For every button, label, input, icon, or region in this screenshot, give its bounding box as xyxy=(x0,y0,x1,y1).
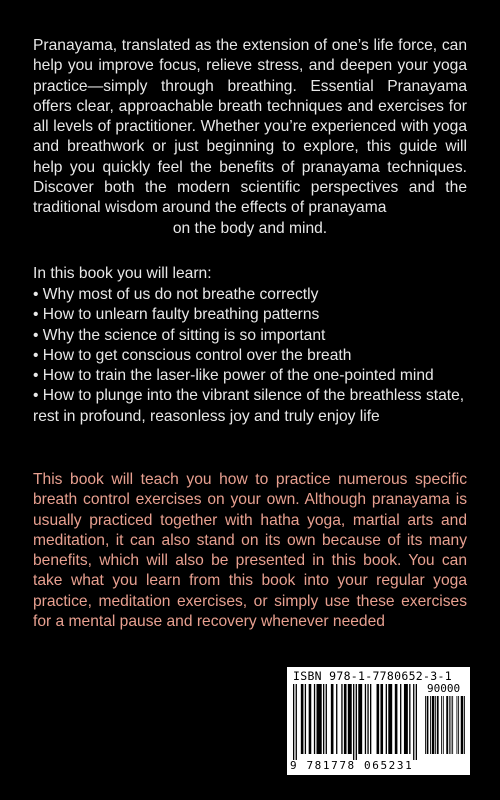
barcode-bar xyxy=(301,684,304,754)
barcode-bar xyxy=(452,696,453,754)
barcode-bar xyxy=(425,696,426,754)
barcode-bar xyxy=(449,696,450,754)
barcode-bar xyxy=(461,696,464,754)
learn-heading: In this book you will learn: xyxy=(33,265,212,282)
barcode-bar xyxy=(365,684,366,754)
learn-item: • How to get conscious control over the breath xyxy=(33,346,473,366)
barcode-bar xyxy=(314,684,315,754)
learn-item: • How to train the laser-like power of the one-pointed mind xyxy=(33,366,473,386)
barcode-bar xyxy=(443,696,444,754)
barcode-bar xyxy=(305,684,306,754)
barcode-bar xyxy=(296,684,297,760)
learn-item: • Why most of us do not breathe correctly xyxy=(33,285,473,305)
barcode-bar xyxy=(336,684,337,754)
barcode-bar xyxy=(458,696,459,754)
barcode-bar xyxy=(416,684,417,760)
barcode-bar xyxy=(356,684,357,760)
barcode-bar xyxy=(353,684,354,760)
barcode-bar xyxy=(427,696,429,754)
barcode-bar xyxy=(413,684,414,760)
barcode-bar xyxy=(400,684,401,754)
barcode-bar xyxy=(464,696,465,754)
barcode-bar xyxy=(344,684,347,754)
barcode-bar xyxy=(404,684,408,754)
barcode-bar xyxy=(323,684,324,754)
barcode-bar xyxy=(331,684,334,754)
barcode-bar xyxy=(432,696,435,754)
summary-paragraph: This book will teach you how to practice numerous specific breath control exercises on your own. Although pranayama is usually practiced together with hatha yoga, martial arts and meditation, it can also stand on its own because of its many benefits, which will also be presented in this book. You can take what you learn from this book into your regular yoga practice, meditation exercises, or simply use these exercises for a mental pause and recovery whenever needed xyxy=(33,471,467,631)
description-body: Pranayama, translated as the extension of one’s life force, can help you improve focus, relieve stress, and deepen your yoga practice—simply through breathing. Essential Pranayama offers clear, approachable breath techniques and exercises for all levels of practitioner. Whether you’re experienced with yoga and breathwork or just beginning to explore, this guide will help you quickly feel the benefits of pranayama techniques. Discover both the modern scientific perspectives and the traditional wisdom around the effects of pranayama xyxy=(33,37,467,217)
barcode-bar xyxy=(326,684,327,754)
barcode-bar xyxy=(370,684,371,754)
price-addon-digits: 90000 xyxy=(427,682,461,695)
isbn-label: ISBN 978-1-7780652-3-1 xyxy=(293,669,452,683)
barcode-bar xyxy=(451,696,452,754)
isbn-barcode-panel xyxy=(287,667,470,775)
barcode-bar xyxy=(341,684,342,754)
learn-item: • Why the science of sitting is so important xyxy=(33,326,473,346)
barcode-bar xyxy=(409,684,410,754)
learn-list xyxy=(33,285,473,427)
barcode-bar xyxy=(395,684,398,754)
barcode-bar xyxy=(441,696,442,754)
barcode-bar xyxy=(377,684,380,754)
ean-digits: 9 781778 065231 xyxy=(290,759,414,772)
barcode-bar xyxy=(367,684,368,754)
barcode-bar xyxy=(386,684,387,754)
barcode-bar xyxy=(388,684,392,754)
barcode-bar xyxy=(316,684,321,754)
learn-item: • How to plunge into the vibrant silence of the breathless state, rest in profound, reasonless joy and truly enjoy life xyxy=(33,386,473,427)
description-paragraph xyxy=(33,36,467,239)
barcode-bar xyxy=(358,684,362,754)
barcode-bar xyxy=(309,684,312,754)
barcode-bar xyxy=(446,696,448,754)
barcode-bar xyxy=(437,696,439,754)
addon-barcode xyxy=(425,696,465,760)
barcode-bar xyxy=(456,696,457,754)
barcode-bar xyxy=(348,684,352,754)
barcode-bar xyxy=(430,696,431,754)
barcode-bar xyxy=(293,684,294,760)
ean-barcode xyxy=(293,684,417,760)
barcode-bar xyxy=(380,684,383,754)
description-last-line: on the body and mind. xyxy=(172,219,328,237)
learn-item: • How to unlearn faulty breathing patterns xyxy=(33,305,473,325)
barcode-bar xyxy=(435,696,436,754)
